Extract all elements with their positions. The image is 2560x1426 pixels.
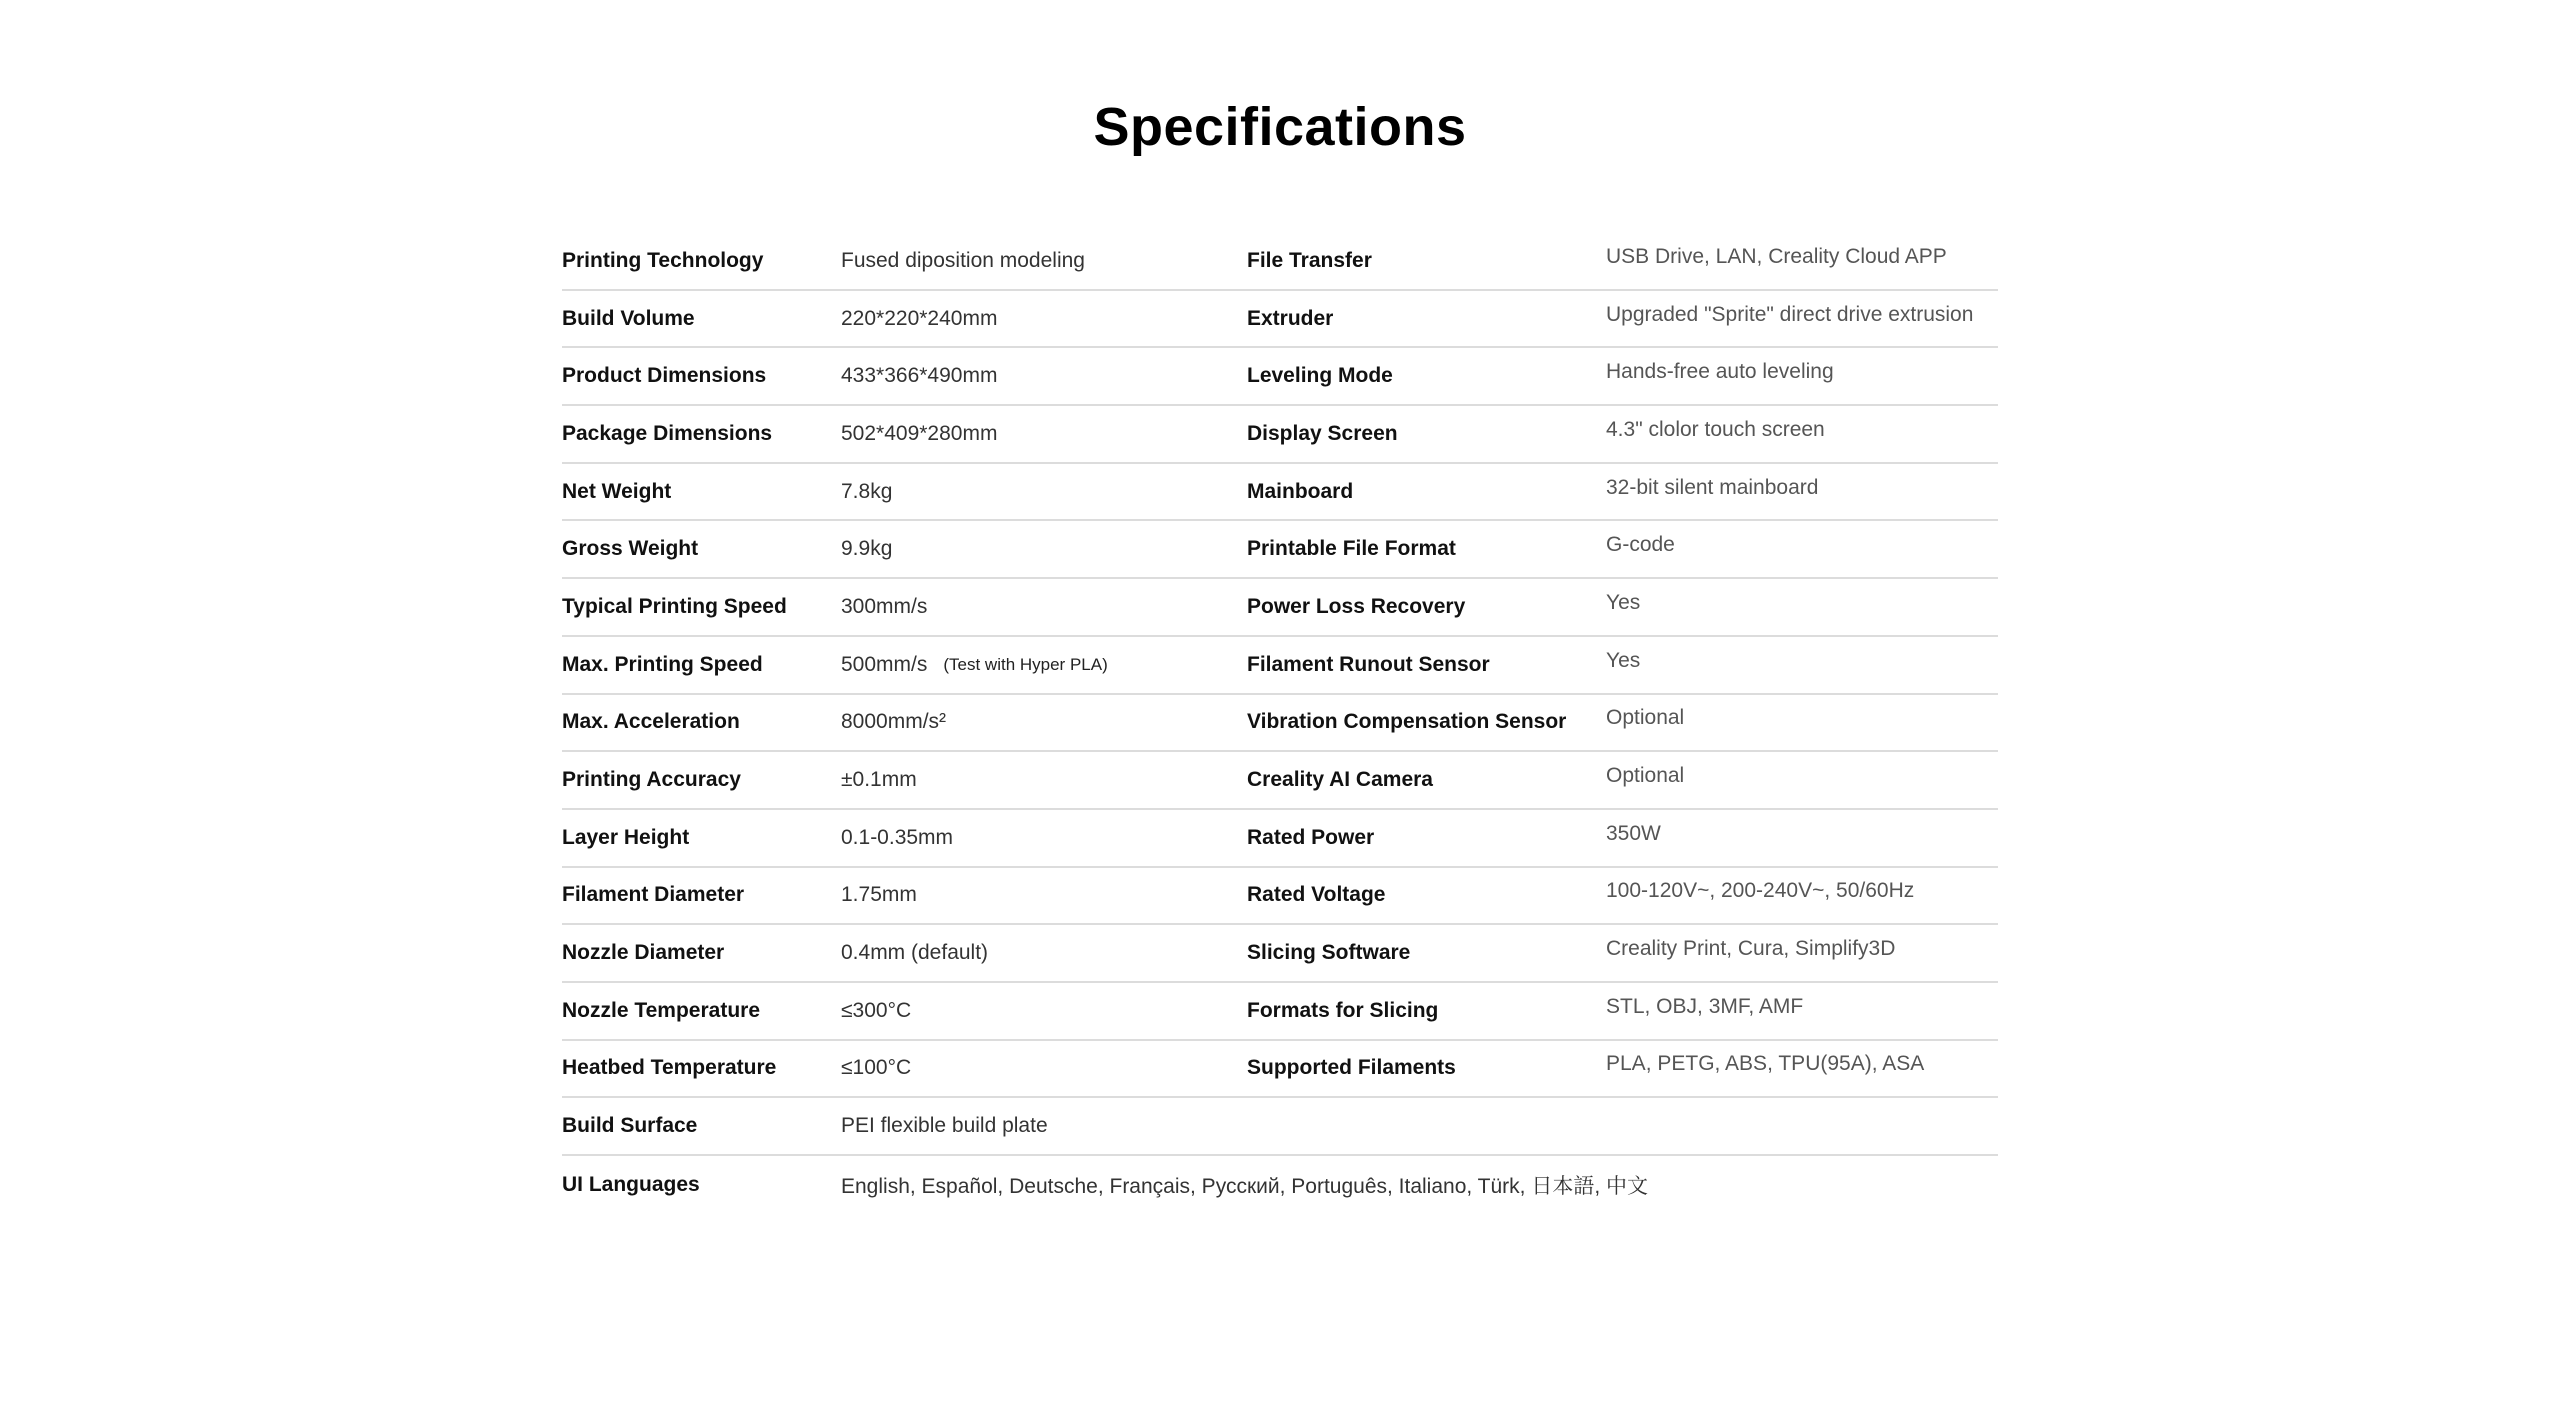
spec-label: UI Languages [562, 1172, 700, 1196]
spec-value: Creality Print, Cura, Simplify3D [1606, 937, 1896, 961]
spec-row [562, 868, 1998, 926]
spec-value [841, 464, 892, 520]
spec-label: Printable File Format [1247, 537, 1456, 561]
spec-value-note: (Test with Hyper PLA) [943, 654, 1108, 674]
spec-value [841, 637, 1108, 693]
spec-label: Filament Runout Sensor [1247, 652, 1490, 676]
spec-label: Extruder [1247, 306, 1334, 330]
spec-value-text: 9.9kg [841, 537, 893, 561]
specifications-table [562, 233, 1998, 1214]
spec-value: PLA, PETG, ABS, TPU(95A), ASA [1606, 1052, 1925, 1076]
spec-value-text: 1.75mm [841, 883, 917, 907]
spec-row [562, 348, 1998, 406]
spec-label: Supported Filaments [1247, 1056, 1456, 1080]
spec-value [841, 233, 1085, 289]
spec-label: Build Surface [562, 1114, 698, 1138]
spec-value-text: 433*366*490mm [841, 364, 998, 388]
spec-label: Printing Accuracy [562, 768, 741, 792]
spec-label: Layer Height [562, 825, 690, 849]
spec-value: Hands-free auto leveling [1606, 360, 1834, 384]
spec-row [562, 1041, 1998, 1099]
spec-value-text: ±0.1mm [841, 768, 917, 792]
spec-value: STL, OBJ, 3MF, AMF [1606, 994, 1804, 1018]
spec-row [562, 752, 1998, 810]
spec-value-text: 0.4mm (default) [841, 941, 989, 965]
spec-label: Slicing Software [1247, 941, 1411, 965]
spec-value [841, 579, 927, 635]
spec-label: Package Dimensions [562, 421, 773, 445]
spec-label: Printing Technology [562, 248, 764, 272]
spec-value [841, 752, 917, 808]
spec-label: Max. Acceleration [562, 710, 740, 734]
spec-label: File Transfer [1247, 248, 1372, 272]
spec-value [841, 868, 917, 924]
spec-row [562, 637, 1998, 695]
spec-row [562, 291, 1998, 349]
spec-value-text: 502*409*280mm [841, 421, 998, 445]
spec-label: Rated Voltage [1247, 883, 1386, 907]
spec-value [841, 810, 953, 866]
spec-row [562, 521, 1998, 579]
spec-value-text: 300mm/s [841, 594, 928, 618]
spec-value-text: English, Español, Deutsche, Français, Русский, Português, Italiano, Türk, 日本語, 中文 [841, 1174, 1649, 1198]
spec-value: 4.3" clolor touch screen [1606, 417, 1825, 441]
spec-row [562, 983, 1998, 1041]
spec-value [841, 1156, 1648, 1214]
spec-value-text: 7.8kg [841, 479, 893, 503]
spec-label: Leveling Mode [1247, 364, 1393, 388]
spec-row [562, 1156, 1998, 1214]
spec-row [562, 925, 1998, 983]
page-title: Specifications [1093, 97, 1467, 157]
spec-label: Display Screen [1247, 421, 1398, 445]
spec-label: Heatbed Temperature [562, 1056, 777, 1080]
spec-value: 32-bit silent mainboard [1606, 475, 1819, 499]
spec-label: Max. Printing Speed [562, 652, 763, 676]
spec-label: Nozzle Temperature [562, 998, 760, 1022]
spec-value-text: 0.1-0.35mm [841, 825, 954, 849]
spec-value: Yes [1606, 648, 1641, 672]
spec-value-text: 220*220*240mm [841, 306, 998, 330]
spec-value-text: ≤300°C [841, 998, 912, 1022]
spec-label: Nozzle Diameter [562, 941, 725, 965]
spec-value [841, 348, 997, 404]
spec-row [562, 464, 1998, 522]
spec-value: G-code [1606, 533, 1675, 557]
spec-value: 350W [1606, 821, 1661, 845]
spec-value: Yes [1606, 590, 1641, 614]
spec-row [562, 406, 1998, 464]
spec-row [562, 810, 1998, 868]
spec-row [562, 233, 1998, 291]
spec-label: Rated Power [1247, 825, 1375, 849]
spec-label: Typical Printing Speed [562, 594, 787, 618]
spec-value [841, 1041, 911, 1097]
spec-row [562, 1098, 1998, 1156]
spec-label: Creality AI Camera [1247, 768, 1433, 792]
spec-label: Vibration Compensation Sensor [1247, 710, 1567, 734]
spec-row [562, 695, 1998, 753]
spec-value: Optional [1606, 764, 1685, 788]
spec-label: Formats for Slicing [1247, 998, 1439, 1022]
spec-label: Product Dimensions [562, 364, 767, 388]
spec-value-text: 500mm/s [841, 652, 928, 676]
spec-row [562, 579, 1998, 637]
spec-value: Upgraded "Sprite" direct drive extrusion [1606, 302, 1974, 326]
spec-value [841, 291, 997, 347]
spec-label: Build Volume [562, 306, 695, 330]
spec-value: 100-120V~, 200-240V~, 50/60Hz [1606, 879, 1915, 903]
spec-value-text: PEI flexible build plate [841, 1114, 1048, 1138]
spec-value [841, 406, 997, 462]
spec-label: Net Weight [562, 479, 672, 503]
spec-label: Power Loss Recovery [1247, 594, 1466, 618]
spec-value: Optional [1606, 706, 1685, 730]
spec-value [841, 695, 946, 751]
spec-value [841, 521, 892, 577]
spec-value-text: Fused diposition modeling [841, 248, 1085, 272]
spec-label: Filament Diameter [562, 883, 745, 907]
spec-label: Mainboard [1247, 479, 1354, 503]
spec-value [841, 983, 911, 1039]
spec-value [841, 925, 988, 981]
spec-label: Gross Weight [562, 537, 699, 561]
spec-value [841, 1098, 1048, 1154]
spec-value-text: ≤100°C [841, 1056, 912, 1080]
spec-value: USB Drive, LAN, Creality Cloud APP [1606, 244, 1947, 268]
spec-value-text: 8000mm/s² [841, 710, 947, 734]
